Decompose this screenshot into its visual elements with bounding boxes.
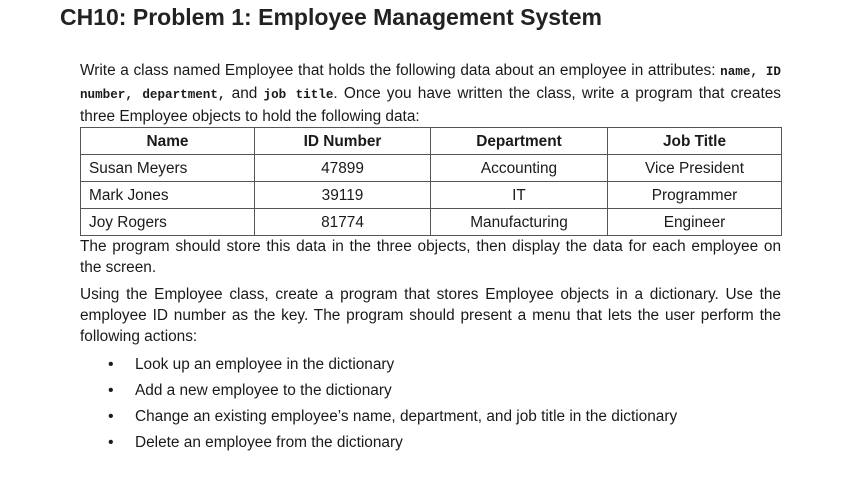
table-row xyxy=(81,155,782,182)
table-row xyxy=(81,182,782,209)
table-header-row xyxy=(81,128,782,155)
cell-id-number: 47899 xyxy=(255,155,431,182)
cell-job-title: Engineer xyxy=(608,209,782,236)
intro-text-3: . Once you have written the class, write a program that creates three Employee objects to hold the following data: xyxy=(80,85,782,125)
list-item: • Delete an employee from the dictionary xyxy=(108,430,781,456)
page-title: CH10: Problem 1: Employee Management System xyxy=(60,4,602,30)
problem-content xyxy=(80,60,781,456)
action-list xyxy=(80,352,781,456)
header-id-number: ID Number xyxy=(255,128,431,155)
cell-id-number: 39119 xyxy=(255,182,431,209)
cell-job-title: Vice President xyxy=(608,155,782,182)
intro-text-1: Write a class named Employee that holds the following data about an employee in attributes: xyxy=(80,62,716,79)
code-job-title: job title xyxy=(263,88,334,102)
cell-name: Joy Rogers xyxy=(81,209,255,236)
table-row xyxy=(81,209,782,236)
header-name: Name xyxy=(81,128,255,155)
cell-id-number: 81774 xyxy=(255,209,431,236)
dictionary-paragraph: Using the Employee class, create a program that stores Employee objects in a dictionary. Use the employee ID number as the key. The program should present a menu that lets the user perform the following actions: xyxy=(80,286,781,345)
storage-paragraph: The program should store this data in the three objects, then display the data for each employee on the screen. xyxy=(80,238,781,276)
header-department: Department xyxy=(431,128,608,155)
cell-department: IT xyxy=(431,182,608,209)
cell-department: Manufacturing xyxy=(431,209,608,236)
list-item: • Change an existing employee’s name, department, and job title in the dictionary xyxy=(108,404,781,430)
code-attributes: name, ID number, department, xyxy=(80,65,781,102)
list-item: • Add a new employee to the dictionary xyxy=(108,378,781,404)
cell-name: Susan Meyers xyxy=(81,155,255,182)
cell-department: Accounting xyxy=(431,155,608,182)
intro-text-2: and xyxy=(231,85,258,102)
cell-job-title: Programmer xyxy=(608,182,782,209)
intro-paragraph xyxy=(80,60,781,127)
employee-table xyxy=(80,127,782,236)
header-job-title: Job Title xyxy=(608,128,782,155)
cell-name: Mark Jones xyxy=(81,182,255,209)
list-item: • Look up an employee in the dictionary xyxy=(108,352,781,378)
